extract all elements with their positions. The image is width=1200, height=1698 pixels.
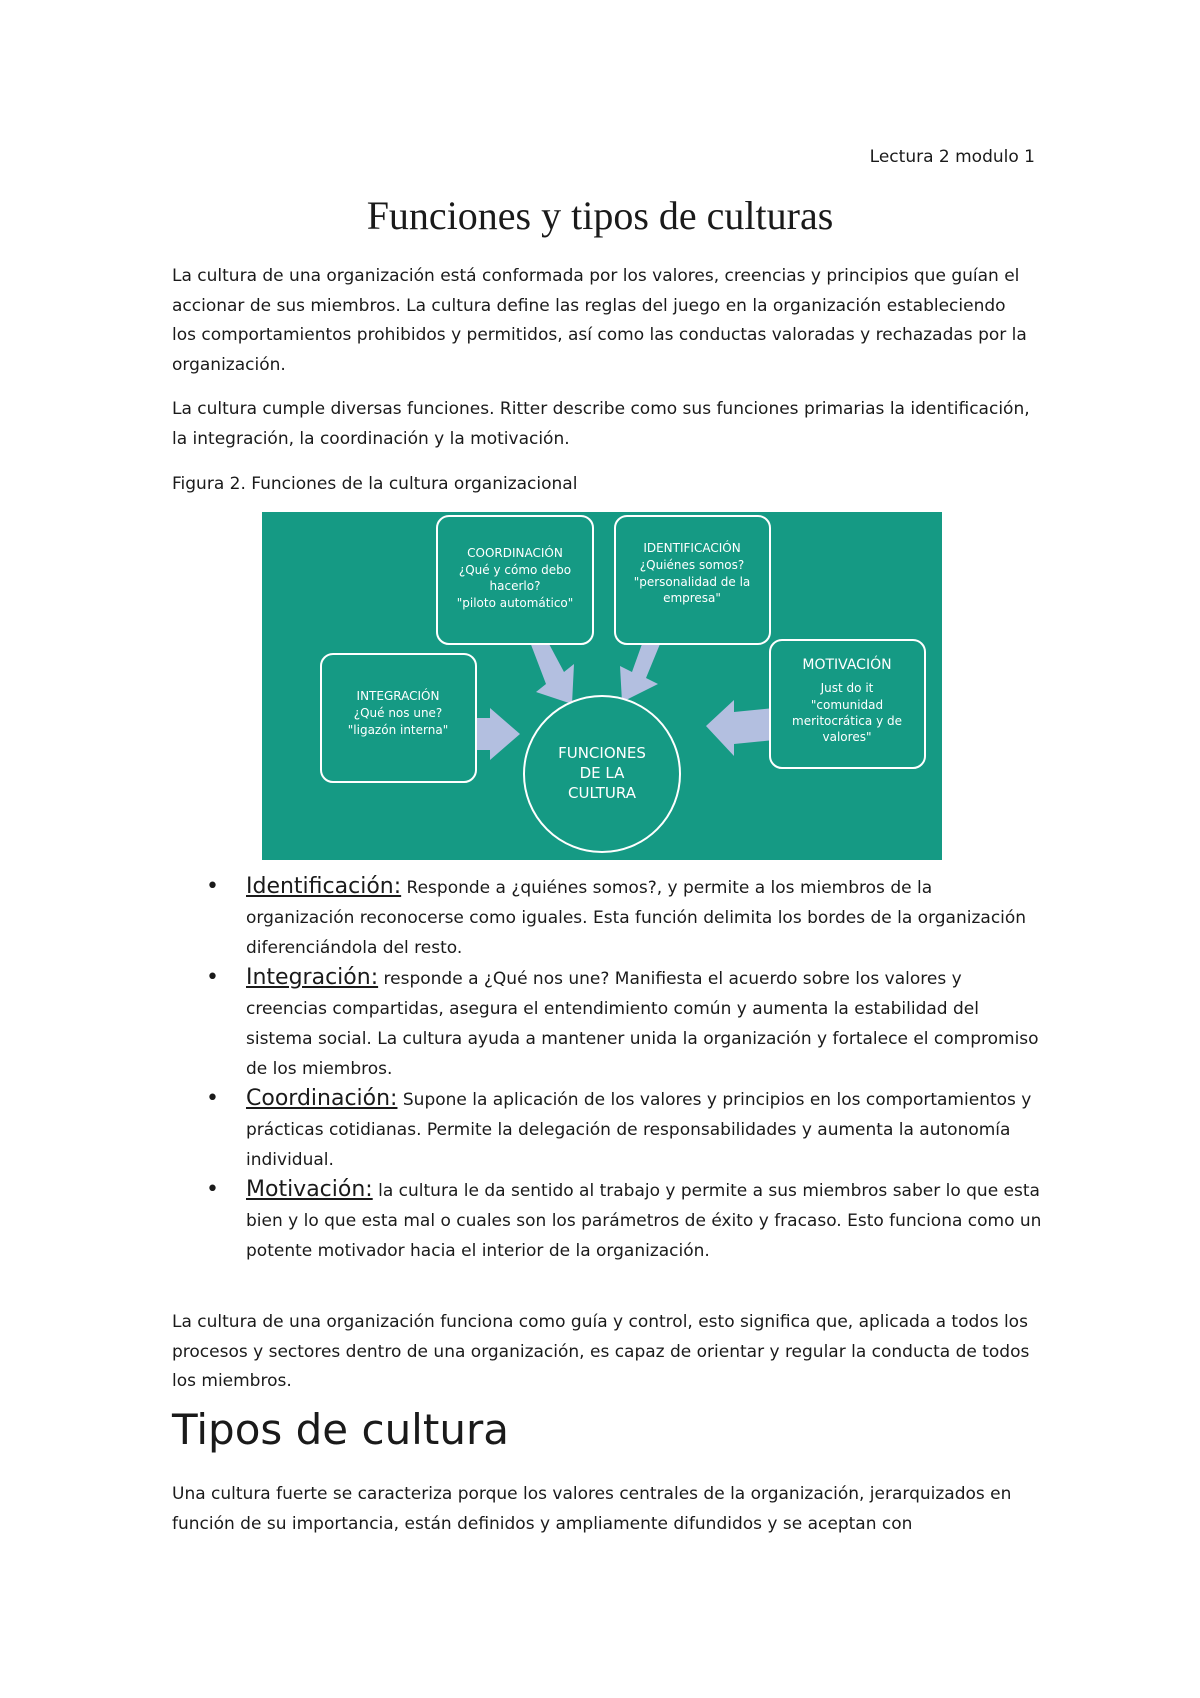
functions-diagram: [262, 512, 942, 860]
center-line-2: DE LA: [579, 764, 625, 782]
identificacion-line-3: "personalidad de la: [633, 575, 751, 589]
paragraph-intro: La cultura de una organización está conformada por los valores, creencias y principios que guían el accionar de sus miembros. La cultura define las reglas del juego en la organización estableciendo los comportamientos prohibidos y permitidos, así como las conductas valoradas y rechazadas por la organización.: [172, 266, 1027, 375]
bullet-text: responde a ¿Qué nos une? Manifiesta el acuerdo sobre los valores y creencias compartidas, asegura el entendimiento común y aumenta la estabilidad del sistema social. La cultura ayuda a mantener unida la organización y fortalece el compromiso de los miembros.: [246, 969, 1039, 1079]
list-item: [172, 872, 1042, 963]
coordinacion-line-3: hacerlo?: [489, 579, 541, 593]
bullet-text: la cultura le da sentido al trabajo y permite a sus miembros saber lo que esta bien y lo que esta mal o cuales son los parámetros de éxito y fracaso. Esto funciona como un potente motivador hacia el interior de la organización.: [246, 1181, 1042, 1261]
bullet-term: Coordinación:: [246, 1086, 398, 1111]
bullet-term: Identificación:: [246, 874, 402, 899]
list-item: [172, 1084, 1042, 1175]
bullet-dot: •: [206, 1177, 219, 1202]
motivacion-line-2: Just do it: [820, 681, 874, 695]
motivacion-line-5: valores": [822, 730, 872, 744]
bullet-text: Supone la aplicación de los valores y principios en los comportamientos y prácticas cotidianas. Permite la delegación de responsabilidades y aumenta la autonomía individual.: [246, 1090, 1032, 1170]
integracion-line-2: ¿Qué nos une?: [353, 706, 443, 720]
paragraph-guide: La cultura de una organización funciona como guía y control, esto significa que, aplicada a todos los procesos y sectores dentro de una organización, es capaz de orientar y regular la conducta de todos los miembros.: [172, 1312, 1030, 1391]
list-item: [172, 1175, 1042, 1266]
identificacion-line-4: empresa": [663, 591, 721, 605]
page-title: Funciones y tipos de culturas: [366, 193, 834, 238]
section-title: Tipos de cultura: [172, 1405, 509, 1454]
motivacion-line-4: meritocrática y de: [792, 714, 902, 728]
paragraph-strong-culture: Una cultura fuerte se caracteriza porque los valores centrales de la organización, jerarquizados en función de su importancia, están definidos y ampliamente difundidos y se aceptan con: [172, 1484, 1012, 1534]
center-line-3: CULTURA: [568, 784, 636, 802]
bullet-dot: •: [206, 965, 219, 990]
center-line-1: FUNCIONES: [558, 744, 646, 762]
bullet-term: Integración:: [246, 965, 379, 990]
identificacion-line-2: ¿Quiénes somos?: [639, 558, 745, 572]
motivacion-line-1: MOTIVACIÓN: [802, 657, 892, 673]
figure-caption: Figura 2. Funciones de la cultura organizacional: [172, 474, 578, 494]
integracion-line-3: "ligazón interna": [347, 723, 449, 737]
paragraph-functions: La cultura cumple diversas funciones. Ritter describe como sus funciones primarias la identificación, la integración, la coordinación y la motivación.: [172, 399, 1030, 449]
bullet-term: Motivación:: [246, 1177, 373, 1202]
coordinacion-line-1: COORDINACIÓN: [467, 546, 563, 560]
integracion-line-1: INTEGRACIÓN: [356, 689, 440, 703]
bullet-dot: •: [206, 1086, 219, 1111]
header-note: Lectura 2 modulo 1: [869, 147, 1035, 167]
functions-list: [172, 872, 1042, 1266]
coordinacion-line-4: "piloto automático": [456, 596, 574, 610]
motivacion-line-3: "comunidad: [810, 698, 884, 712]
bullet-dot: •: [206, 874, 219, 899]
list-item: [172, 963, 1042, 1084]
coordinacion-line-2: ¿Qué y cómo debo: [458, 563, 572, 577]
bullet-text: Responde a ¿quiénes somos?, y permite a los miembros de la organización reconocerse como iguales. Esta función delimita los bordes de la organización diferenciándola del resto.: [246, 878, 1027, 958]
identificacion-line-1: IDENTIFICACIÓN: [643, 541, 741, 555]
